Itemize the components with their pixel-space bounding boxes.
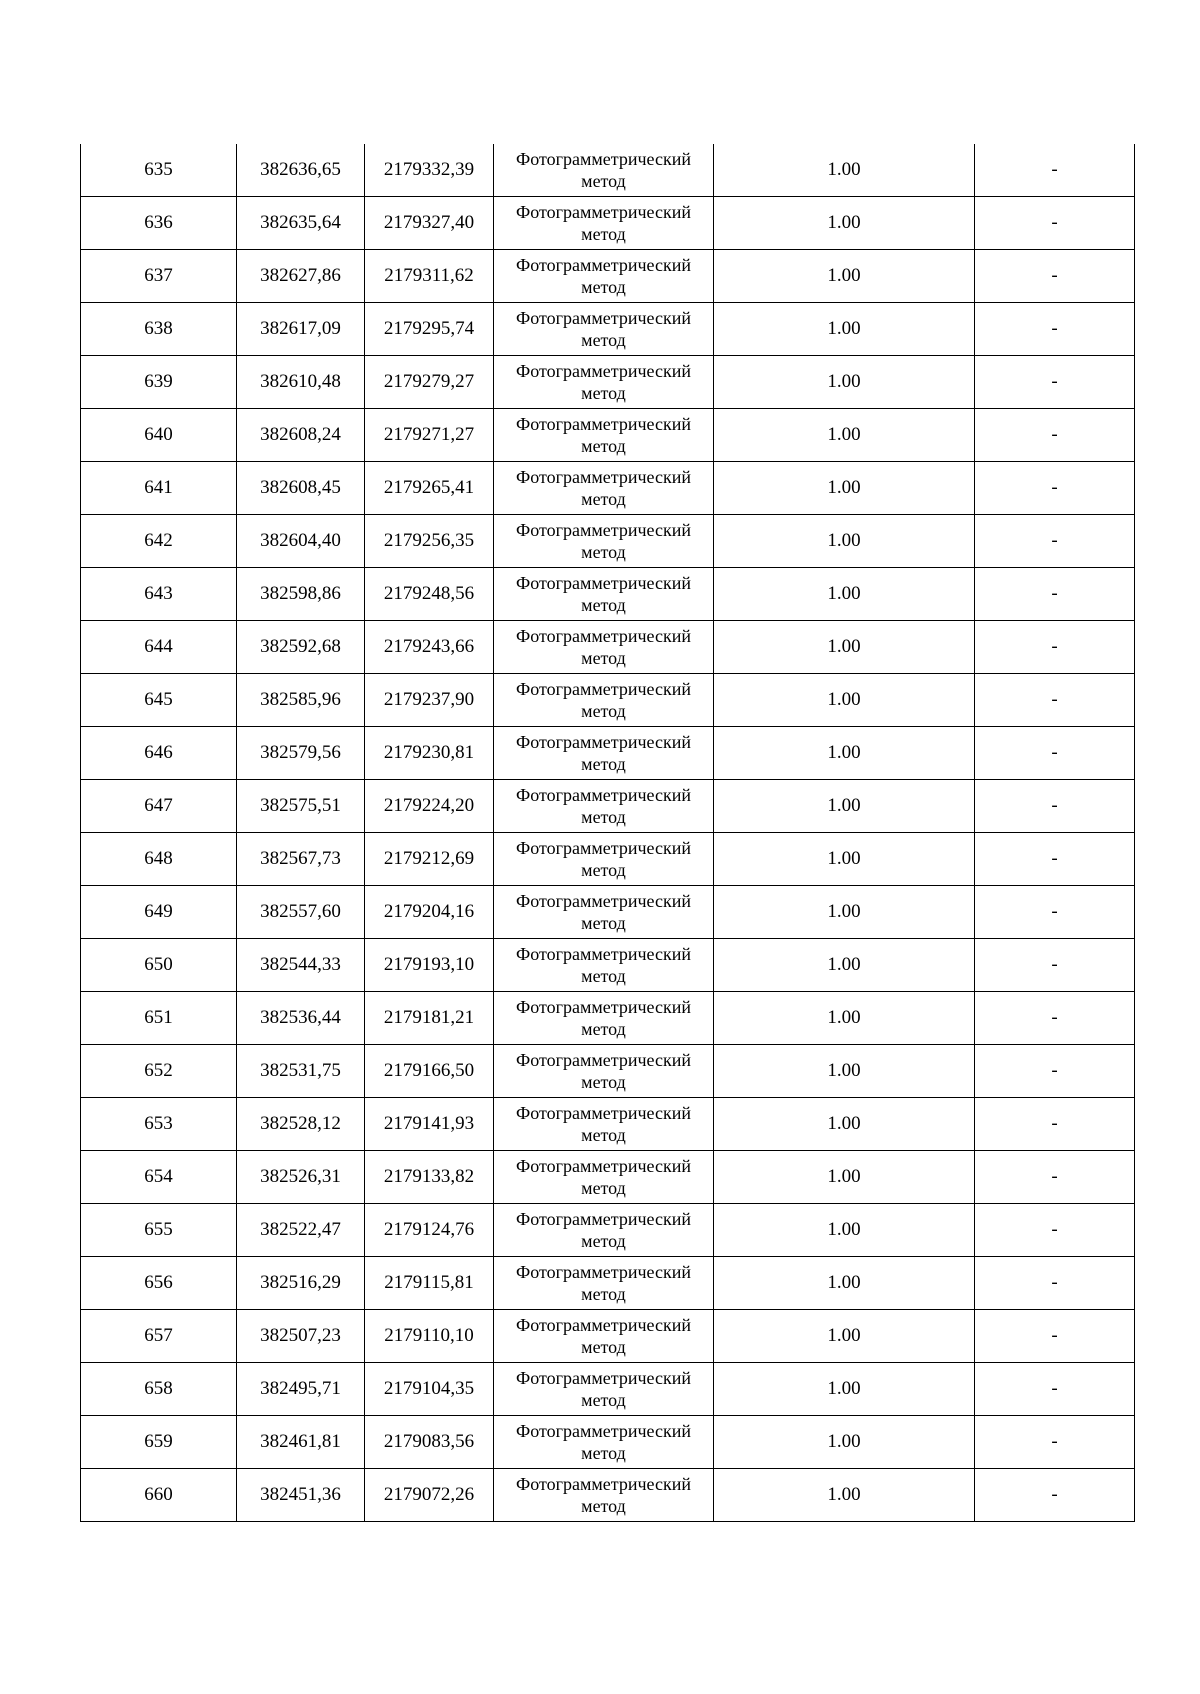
method-cell xyxy=(494,1204,714,1257)
method-name-line1: Фотограмметрический xyxy=(516,679,691,699)
method-cell xyxy=(494,1310,714,1363)
method-name-line1: Фотограмметрический xyxy=(516,149,691,169)
method-name-line1: Фотограмметрический xyxy=(516,944,691,964)
method-name-line2: метод xyxy=(581,807,626,827)
x-coordinate-cell: 382461,81 xyxy=(237,1416,365,1469)
table-row xyxy=(81,1363,1135,1416)
method-cell xyxy=(494,462,714,515)
x-coordinate-cell: 382495,71 xyxy=(237,1363,365,1416)
table-row xyxy=(81,1098,1135,1151)
point-number-cell: 659 xyxy=(81,1416,237,1469)
x-coordinate-cell: 382598,86 xyxy=(237,568,365,621)
table-row xyxy=(81,515,1135,568)
method-cell xyxy=(494,992,714,1045)
note-cell: - xyxy=(975,1045,1135,1098)
method-cell xyxy=(494,833,714,886)
table-row xyxy=(81,1151,1135,1204)
x-coordinate-cell: 382567,73 xyxy=(237,833,365,886)
method-name-line2: метод xyxy=(581,171,626,191)
note-cell: - xyxy=(975,1416,1135,1469)
table-row xyxy=(81,1469,1135,1522)
method-name-line2: метод xyxy=(581,648,626,668)
method-name-line1: Фотограмметрический xyxy=(516,1156,691,1176)
method-name-line1: Фотограмметрический xyxy=(516,997,691,1017)
table-row xyxy=(81,833,1135,886)
method-name-line2: метод xyxy=(581,277,626,297)
method-name-line1: Фотограмметрический xyxy=(516,626,691,646)
y-coordinate-cell: 2179295,74 xyxy=(365,303,494,356)
method-name-line2: метод xyxy=(581,1337,626,1357)
accuracy-cell: 1.00 xyxy=(714,621,975,674)
method-name-line2: метод xyxy=(581,383,626,403)
point-number-cell: 647 xyxy=(81,780,237,833)
point-number-cell: 644 xyxy=(81,621,237,674)
x-coordinate-cell: 382522,47 xyxy=(237,1204,365,1257)
method-name-line2: метод xyxy=(581,913,626,933)
method-name-line1: Фотограмметрический xyxy=(516,202,691,222)
accuracy-cell: 1.00 xyxy=(714,1363,975,1416)
table-row xyxy=(81,1204,1135,1257)
y-coordinate-cell: 2179193,10 xyxy=(365,939,494,992)
x-coordinate-cell: 382536,44 xyxy=(237,992,365,1045)
method-name-line2: метод xyxy=(581,1390,626,1410)
method-name-line2: метод xyxy=(581,224,626,244)
x-coordinate-cell: 382610,48 xyxy=(237,356,365,409)
accuracy-cell: 1.00 xyxy=(714,144,975,197)
method-cell xyxy=(494,197,714,250)
y-coordinate-cell: 2179327,40 xyxy=(365,197,494,250)
x-coordinate-cell: 382608,24 xyxy=(237,409,365,462)
method-cell xyxy=(494,1151,714,1204)
point-number-cell: 648 xyxy=(81,833,237,886)
method-name-line1: Фотограмметрический xyxy=(516,255,691,275)
accuracy-cell: 1.00 xyxy=(714,1098,975,1151)
x-coordinate-cell: 382627,86 xyxy=(237,250,365,303)
table-row xyxy=(81,674,1135,727)
note-cell: - xyxy=(975,727,1135,780)
x-coordinate-cell: 382507,23 xyxy=(237,1310,365,1363)
table-row xyxy=(81,780,1135,833)
method-name-line1: Фотограмметрический xyxy=(516,1103,691,1123)
method-name-line1: Фотограмметрический xyxy=(516,1262,691,1282)
method-cell xyxy=(494,568,714,621)
y-coordinate-cell: 2179115,81 xyxy=(365,1257,494,1310)
method-name-line2: метод xyxy=(581,860,626,880)
method-name-line1: Фотограмметрический xyxy=(516,1315,691,1335)
x-coordinate-cell: 382575,51 xyxy=(237,780,365,833)
accuracy-cell: 1.00 xyxy=(714,568,975,621)
table-row xyxy=(81,250,1135,303)
table-row xyxy=(81,568,1135,621)
x-coordinate-cell: 382516,29 xyxy=(237,1257,365,1310)
method-name-line2: метод xyxy=(581,1125,626,1145)
note-cell: - xyxy=(975,1363,1135,1416)
x-coordinate-cell: 382617,09 xyxy=(237,303,365,356)
accuracy-cell: 1.00 xyxy=(714,303,975,356)
y-coordinate-cell: 2179311,62 xyxy=(365,250,494,303)
method-cell xyxy=(494,621,714,674)
table-row xyxy=(81,1045,1135,1098)
point-number-cell: 641 xyxy=(81,462,237,515)
method-name-line1: Фотограмметрический xyxy=(516,1209,691,1229)
method-cell xyxy=(494,1416,714,1469)
point-number-cell: 643 xyxy=(81,568,237,621)
coordinates-table xyxy=(80,144,1135,1522)
accuracy-cell: 1.00 xyxy=(714,1310,975,1363)
method-cell xyxy=(494,144,714,197)
point-number-cell: 640 xyxy=(81,409,237,462)
y-coordinate-cell: 2179230,81 xyxy=(365,727,494,780)
y-coordinate-cell: 2179181,21 xyxy=(365,992,494,1045)
accuracy-cell: 1.00 xyxy=(714,1469,975,1522)
method-name-line1: Фотограмметрический xyxy=(516,520,691,540)
y-coordinate-cell: 2179110,10 xyxy=(365,1310,494,1363)
accuracy-cell: 1.00 xyxy=(714,780,975,833)
method-cell xyxy=(494,409,714,462)
accuracy-cell: 1.00 xyxy=(714,409,975,462)
point-number-cell: 654 xyxy=(81,1151,237,1204)
method-cell xyxy=(494,939,714,992)
method-name-line2: метод xyxy=(581,1019,626,1039)
point-number-cell: 639 xyxy=(81,356,237,409)
point-number-cell: 660 xyxy=(81,1469,237,1522)
point-number-cell: 642 xyxy=(81,515,237,568)
x-coordinate-cell: 382557,60 xyxy=(237,886,365,939)
note-cell: - xyxy=(975,674,1135,727)
note-cell: - xyxy=(975,1151,1135,1204)
y-coordinate-cell: 2179083,56 xyxy=(365,1416,494,1469)
method-cell xyxy=(494,780,714,833)
method-cell xyxy=(494,1363,714,1416)
point-number-cell: 653 xyxy=(81,1098,237,1151)
method-cell xyxy=(494,886,714,939)
x-coordinate-cell: 382608,45 xyxy=(237,462,365,515)
method-cell xyxy=(494,250,714,303)
note-cell: - xyxy=(975,197,1135,250)
table-row xyxy=(81,303,1135,356)
y-coordinate-cell: 2179279,27 xyxy=(365,356,494,409)
table-row xyxy=(81,1257,1135,1310)
x-coordinate-cell: 382526,31 xyxy=(237,1151,365,1204)
note-cell: - xyxy=(975,1469,1135,1522)
method-name-line2: метод xyxy=(581,542,626,562)
method-cell xyxy=(494,674,714,727)
method-cell xyxy=(494,1098,714,1151)
accuracy-cell: 1.00 xyxy=(714,674,975,727)
point-number-cell: 658 xyxy=(81,1363,237,1416)
method-cell xyxy=(494,1257,714,1310)
table-row xyxy=(81,409,1135,462)
note-cell: - xyxy=(975,886,1135,939)
method-name-line2: метод xyxy=(581,1496,626,1516)
method-name-line2: метод xyxy=(581,754,626,774)
note-cell: - xyxy=(975,992,1135,1045)
table-row xyxy=(81,356,1135,409)
accuracy-cell: 1.00 xyxy=(714,1151,975,1204)
note-cell: - xyxy=(975,409,1135,462)
method-name-line2: метод xyxy=(581,701,626,721)
point-number-cell: 652 xyxy=(81,1045,237,1098)
method-name-line1: Фотограмметрический xyxy=(516,785,691,805)
coordinates-table-body xyxy=(81,144,1135,1522)
y-coordinate-cell: 2179141,93 xyxy=(365,1098,494,1151)
x-coordinate-cell: 382636,65 xyxy=(237,144,365,197)
table-row xyxy=(81,886,1135,939)
y-coordinate-cell: 2179133,82 xyxy=(365,1151,494,1204)
y-coordinate-cell: 2179256,35 xyxy=(365,515,494,568)
note-cell: - xyxy=(975,1310,1135,1363)
method-name-line1: Фотограмметрический xyxy=(516,467,691,487)
x-coordinate-cell: 382579,56 xyxy=(237,727,365,780)
accuracy-cell: 1.00 xyxy=(714,1204,975,1257)
point-number-cell: 638 xyxy=(81,303,237,356)
method-name-line1: Фотограмметрический xyxy=(516,1421,691,1441)
accuracy-cell: 1.00 xyxy=(714,515,975,568)
method-name-line1: Фотограмметрический xyxy=(516,1050,691,1070)
method-name-line1: Фотограмметрический xyxy=(516,308,691,328)
note-cell: - xyxy=(975,250,1135,303)
y-coordinate-cell: 2179243,66 xyxy=(365,621,494,674)
method-cell xyxy=(494,1045,714,1098)
method-name-line1: Фотограмметрический xyxy=(516,414,691,434)
method-name-line1: Фотограмметрический xyxy=(516,1474,691,1494)
y-coordinate-cell: 2179204,16 xyxy=(365,886,494,939)
point-number-cell: 646 xyxy=(81,727,237,780)
y-coordinate-cell: 2179248,56 xyxy=(365,568,494,621)
note-cell: - xyxy=(975,621,1135,674)
method-name-line2: метод xyxy=(581,966,626,986)
point-number-cell: 651 xyxy=(81,992,237,1045)
method-name-line2: метод xyxy=(581,330,626,350)
method-name-line2: метод xyxy=(581,1178,626,1198)
accuracy-cell: 1.00 xyxy=(714,727,975,780)
x-coordinate-cell: 382592,68 xyxy=(237,621,365,674)
accuracy-cell: 1.00 xyxy=(714,992,975,1045)
y-coordinate-cell: 2179271,27 xyxy=(365,409,494,462)
note-cell: - xyxy=(975,303,1135,356)
table-row xyxy=(81,992,1135,1045)
x-coordinate-cell: 382528,12 xyxy=(237,1098,365,1151)
note-cell: - xyxy=(975,462,1135,515)
note-cell: - xyxy=(975,1257,1135,1310)
y-coordinate-cell: 2179124,76 xyxy=(365,1204,494,1257)
accuracy-cell: 1.00 xyxy=(714,833,975,886)
note-cell: - xyxy=(975,780,1135,833)
method-name-line2: метод xyxy=(581,1443,626,1463)
point-number-cell: 655 xyxy=(81,1204,237,1257)
x-coordinate-cell: 382635,64 xyxy=(237,197,365,250)
point-number-cell: 649 xyxy=(81,886,237,939)
method-name-line2: метод xyxy=(581,1231,626,1251)
table-row xyxy=(81,144,1135,197)
note-cell: - xyxy=(975,833,1135,886)
point-number-cell: 636 xyxy=(81,197,237,250)
accuracy-cell: 1.00 xyxy=(714,356,975,409)
accuracy-cell: 1.00 xyxy=(714,462,975,515)
method-name-line1: Фотограмметрический xyxy=(516,891,691,911)
x-coordinate-cell: 382451,36 xyxy=(237,1469,365,1522)
y-coordinate-cell: 2179224,20 xyxy=(365,780,494,833)
y-coordinate-cell: 2179332,39 xyxy=(365,144,494,197)
accuracy-cell: 1.00 xyxy=(714,886,975,939)
table-row xyxy=(81,197,1135,250)
y-coordinate-cell: 2179104,35 xyxy=(365,1363,494,1416)
method-cell xyxy=(494,727,714,780)
method-name-line1: Фотограмметрический xyxy=(516,838,691,858)
table-row xyxy=(81,939,1135,992)
y-coordinate-cell: 2179265,41 xyxy=(365,462,494,515)
point-number-cell: 645 xyxy=(81,674,237,727)
x-coordinate-cell: 382604,40 xyxy=(237,515,365,568)
table-row xyxy=(81,621,1135,674)
point-number-cell: 657 xyxy=(81,1310,237,1363)
y-coordinate-cell: 2179072,26 xyxy=(365,1469,494,1522)
note-cell: - xyxy=(975,939,1135,992)
accuracy-cell: 1.00 xyxy=(714,250,975,303)
method-name-line2: метод xyxy=(581,436,626,456)
method-cell xyxy=(494,1469,714,1522)
point-number-cell: 656 xyxy=(81,1257,237,1310)
point-number-cell: 635 xyxy=(81,144,237,197)
x-coordinate-cell: 382531,75 xyxy=(237,1045,365,1098)
method-name-line1: Фотограмметрический xyxy=(516,361,691,381)
accuracy-cell: 1.00 xyxy=(714,1416,975,1469)
accuracy-cell: 1.00 xyxy=(714,1045,975,1098)
x-coordinate-cell: 382544,33 xyxy=(237,939,365,992)
method-cell xyxy=(494,303,714,356)
accuracy-cell: 1.00 xyxy=(714,939,975,992)
table-row xyxy=(81,1310,1135,1363)
table-row xyxy=(81,727,1135,780)
note-cell: - xyxy=(975,568,1135,621)
point-number-cell: 650 xyxy=(81,939,237,992)
accuracy-cell: 1.00 xyxy=(714,197,975,250)
y-coordinate-cell: 2179237,90 xyxy=(365,674,494,727)
note-cell: - xyxy=(975,356,1135,409)
method-name-line2: метод xyxy=(581,1284,626,1304)
table-row xyxy=(81,1416,1135,1469)
accuracy-cell: 1.00 xyxy=(714,1257,975,1310)
method-name-line2: метод xyxy=(581,1072,626,1092)
note-cell: - xyxy=(975,144,1135,197)
method-name-line1: Фотограмметрический xyxy=(516,573,691,593)
note-cell: - xyxy=(975,1098,1135,1151)
method-cell xyxy=(494,356,714,409)
note-cell: - xyxy=(975,515,1135,568)
point-number-cell: 637 xyxy=(81,250,237,303)
y-coordinate-cell: 2179212,69 xyxy=(365,833,494,886)
x-coordinate-cell: 382585,96 xyxy=(237,674,365,727)
method-name-line2: метод xyxy=(581,595,626,615)
method-name-line1: Фотограмметрический xyxy=(516,732,691,752)
method-cell xyxy=(494,515,714,568)
method-name-line1: Фотограмметрический xyxy=(516,1368,691,1388)
note-cell: - xyxy=(975,1204,1135,1257)
method-name-line2: метод xyxy=(581,489,626,509)
y-coordinate-cell: 2179166,50 xyxy=(365,1045,494,1098)
table-row xyxy=(81,462,1135,515)
